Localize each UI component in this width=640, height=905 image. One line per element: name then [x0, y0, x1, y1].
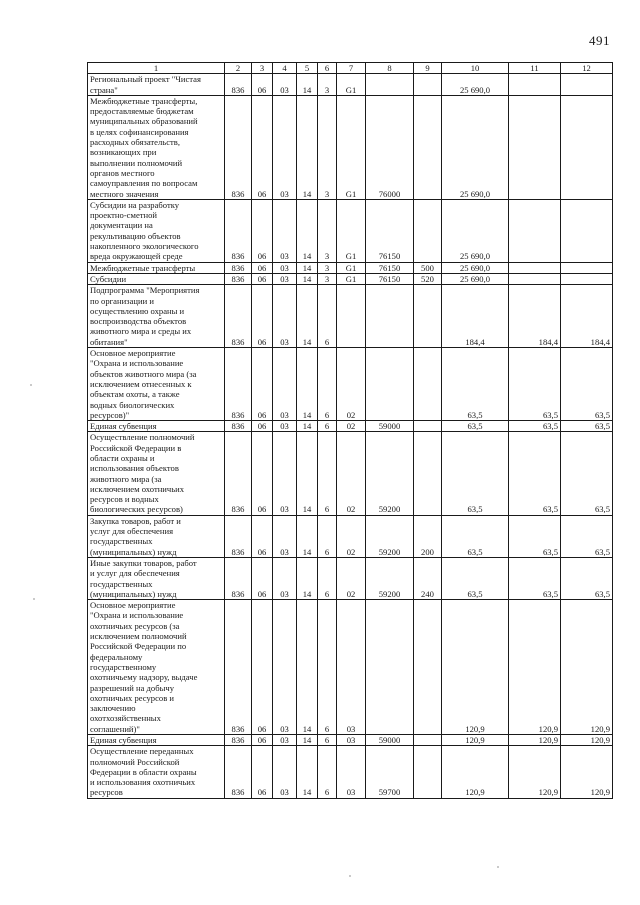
code-ministry: 836	[225, 348, 252, 421]
code-subsection: 03	[273, 199, 297, 262]
amount-col12	[561, 74, 613, 96]
item-name: Межбюджетные трансферты, предоставляемые бюджетам муниципальных образований в целях софинансирования расходных обязательств, возникающих при выполнении полномочий органов местного самоуправления по вопросам местного значения	[88, 95, 225, 199]
table-row	[88, 262, 613, 273]
code-program: 14	[297, 432, 318, 515]
code-subsection: 03	[273, 95, 297, 199]
code-section: 06	[252, 285, 273, 348]
code-direction: 59700	[366, 746, 414, 798]
code-direction	[366, 600, 414, 735]
amount-col10: 184,4	[442, 285, 509, 348]
code-section: 06	[252, 348, 273, 421]
code-event: 02	[337, 432, 366, 515]
code-section: 06	[252, 557, 273, 599]
amount-col12: 63,5	[561, 515, 613, 557]
amount-col12: 120,9	[561, 746, 613, 798]
code-direction: 59000	[366, 735, 414, 746]
code-ministry: 836	[225, 735, 252, 746]
amount-col10: 25 690,0	[442, 199, 509, 262]
code-subprogram: 6	[318, 515, 337, 557]
code-subsection: 03	[273, 515, 297, 557]
header-row	[88, 63, 613, 74]
code-event: G1	[337, 273, 366, 284]
code-ministry: 836	[225, 746, 252, 798]
table-row	[88, 273, 613, 284]
code-subsection: 03	[273, 432, 297, 515]
code-direction	[366, 348, 414, 421]
table-row	[88, 74, 613, 96]
code-section: 06	[252, 746, 273, 798]
amount-col10: 120,9	[442, 735, 509, 746]
amount-col11: 63,5	[509, 348, 561, 421]
code-event: G1	[337, 199, 366, 262]
code-ministry: 836	[225, 74, 252, 96]
code-ministry: 836	[225, 199, 252, 262]
code-ministry: 836	[225, 273, 252, 284]
column-header: 12	[561, 63, 613, 74]
code-expense-type: 520	[414, 273, 442, 284]
amount-col10: 63,5	[442, 515, 509, 557]
code-expense-type	[414, 735, 442, 746]
code-ministry: 836	[225, 557, 252, 599]
code-program: 14	[297, 421, 318, 432]
code-subprogram: 6	[318, 421, 337, 432]
column-header: 4	[273, 63, 297, 74]
code-event	[337, 285, 366, 348]
amount-col10: 120,9	[442, 600, 509, 735]
table-row	[88, 735, 613, 746]
code-subprogram: 6	[318, 746, 337, 798]
amount-col12: 63,5	[561, 348, 613, 421]
table-row	[88, 557, 613, 599]
code-program: 14	[297, 95, 318, 199]
code-expense-type	[414, 432, 442, 515]
amount-col12: 63,5	[561, 421, 613, 432]
table-row	[88, 432, 613, 515]
code-direction	[366, 285, 414, 348]
item-name: Единая субвенция	[88, 735, 225, 746]
code-program: 14	[297, 285, 318, 348]
code-subsection: 03	[273, 285, 297, 348]
scan-speck	[349, 875, 351, 877]
code-expense-type	[414, 421, 442, 432]
item-name: Закупка товаров, работ и услуг для обеспечения государственных (муниципальных) нужд	[88, 515, 225, 557]
amount-col10: 120,9	[442, 746, 509, 798]
code-program: 14	[297, 746, 318, 798]
code-section: 06	[252, 600, 273, 735]
code-ministry: 836	[225, 262, 252, 273]
page-number: 491	[589, 33, 610, 48]
table-row	[88, 600, 613, 735]
table-row	[88, 746, 613, 798]
amount-col11: 120,9	[509, 735, 561, 746]
code-expense-type	[414, 285, 442, 348]
amount-col10: 63,5	[442, 348, 509, 421]
amount-col11: 120,9	[509, 600, 561, 735]
code-expense-type	[414, 199, 442, 262]
amount-col11: 120,9	[509, 746, 561, 798]
amount-col10: 25 690,0	[442, 262, 509, 273]
code-event: 02	[337, 557, 366, 599]
code-section: 06	[252, 74, 273, 96]
code-program: 14	[297, 262, 318, 273]
amount-col12: 63,5	[561, 557, 613, 599]
code-subprogram: 3	[318, 95, 337, 199]
code-event: 02	[337, 348, 366, 421]
code-subprogram: 3	[318, 199, 337, 262]
column-header: 2	[225, 63, 252, 74]
code-program: 14	[297, 348, 318, 421]
code-ministry: 836	[225, 432, 252, 515]
item-name: Основное мероприятие "Охрана и использование объектов животного мира (за исключением отнесенных к объектам охоты, а также водных биологических ресурсов)"	[88, 348, 225, 421]
table-body	[88, 74, 613, 798]
amount-col12	[561, 95, 613, 199]
code-event: 03	[337, 746, 366, 798]
code-expense-type: 200	[414, 515, 442, 557]
table-row	[88, 348, 613, 421]
amount-col11	[509, 199, 561, 262]
amount-col12: 120,9	[561, 735, 613, 746]
amount-col11	[509, 262, 561, 273]
code-direction: 59200	[366, 432, 414, 515]
amount-col10: 63,5	[442, 557, 509, 599]
scan-speck	[497, 866, 499, 868]
item-name: Подпрограмма "Мероприятия по организации и осуществлению охраны и воспроизводства объектов животного мира и среды их обитания"	[88, 285, 225, 348]
table-row	[88, 421, 613, 432]
column-header: 1	[88, 63, 225, 74]
code-direction: 76000	[366, 95, 414, 199]
code-expense-type	[414, 74, 442, 96]
item-name: Межбюджетные трансферты	[88, 262, 225, 273]
code-event: G1	[337, 95, 366, 199]
code-subprogram: 3	[318, 262, 337, 273]
amount-col12: 63,5	[561, 432, 613, 515]
amount-col10: 25 690,0	[442, 74, 509, 96]
amount-col12: 120,9	[561, 600, 613, 735]
column-header: 11	[509, 63, 561, 74]
code-subsection: 03	[273, 273, 297, 284]
code-subprogram: 6	[318, 600, 337, 735]
code-event: G1	[337, 74, 366, 96]
code-subsection: 03	[273, 735, 297, 746]
code-program: 14	[297, 600, 318, 735]
code-event: 03	[337, 600, 366, 735]
code-subprogram: 6	[318, 432, 337, 515]
scan-speck	[33, 598, 35, 600]
item-name: Субсидии	[88, 273, 225, 284]
code-section: 06	[252, 95, 273, 199]
code-direction: 76150	[366, 273, 414, 284]
amount-col11	[509, 74, 561, 96]
code-direction	[366, 74, 414, 96]
code-expense-type	[414, 746, 442, 798]
code-ministry: 836	[225, 421, 252, 432]
item-name: Субсидии на разработку проектно-сметной документации на рекультивацию объектов накопленного экологического вреда окружающей среде	[88, 199, 225, 262]
item-name: Осуществление переданных полномочий Российской Федерации в области охраны и использования охотничьих ресурсов	[88, 746, 225, 798]
code-subprogram: 6	[318, 348, 337, 421]
code-expense-type	[414, 95, 442, 199]
code-section: 06	[252, 273, 273, 284]
item-name: Осуществление полномочий Российской Федерации в области охраны и использования объектов животного мира (за исключением охотничьих ресурсов и водных биологических ресурсов)	[88, 432, 225, 515]
code-direction: 59200	[366, 515, 414, 557]
code-subsection: 03	[273, 746, 297, 798]
code-subprogram: 3	[318, 74, 337, 96]
code-ministry: 836	[225, 515, 252, 557]
code-expense-type	[414, 348, 442, 421]
code-section: 06	[252, 262, 273, 273]
code-section: 06	[252, 515, 273, 557]
code-event: 02	[337, 421, 366, 432]
code-subprogram: 3	[318, 273, 337, 284]
code-section: 06	[252, 421, 273, 432]
table-row	[88, 515, 613, 557]
code-event: 02	[337, 515, 366, 557]
code-direction: 76150	[366, 262, 414, 273]
code-ministry: 836	[225, 285, 252, 348]
amount-col11: 63,5	[509, 432, 561, 515]
budget-table	[87, 62, 613, 799]
code-expense-type: 240	[414, 557, 442, 599]
amount-col11	[509, 273, 561, 284]
amount-col10: 63,5	[442, 432, 509, 515]
amount-col12: 184,4	[561, 285, 613, 348]
column-header: 9	[414, 63, 442, 74]
amount-col11: 184,4	[509, 285, 561, 348]
code-event: 03	[337, 735, 366, 746]
amount-col12	[561, 262, 613, 273]
scan-speck	[30, 384, 32, 386]
column-header: 7	[337, 63, 366, 74]
code-ministry: 836	[225, 95, 252, 199]
code-subprogram: 6	[318, 285, 337, 348]
code-event: G1	[337, 262, 366, 273]
code-program: 14	[297, 735, 318, 746]
table-row	[88, 285, 613, 348]
code-program: 14	[297, 273, 318, 284]
code-subsection: 03	[273, 348, 297, 421]
code-program: 14	[297, 515, 318, 557]
code-program: 14	[297, 199, 318, 262]
code-subsection: 03	[273, 557, 297, 599]
item-name: Иные закупки товаров, работ и услуг для обеспечения государственных (муниципальных) нужд	[88, 557, 225, 599]
code-subsection: 03	[273, 74, 297, 96]
amount-col12	[561, 273, 613, 284]
item-name: Основное мероприятие "Охрана и использование охотничьих ресурсов (за исключением полномочий Российской Федерации по федеральному государственному охотничьему надзору, выдаче разрешений на добычу охотничьих ресурсов и заключению охотхозяйственных соглашений)"	[88, 600, 225, 735]
code-subsection: 03	[273, 262, 297, 273]
code-direction: 76150	[366, 199, 414, 262]
code-direction: 59000	[366, 421, 414, 432]
amount-col11: 63,5	[509, 421, 561, 432]
amount-col11	[509, 95, 561, 199]
column-header: 10	[442, 63, 509, 74]
code-section: 06	[252, 199, 273, 262]
code-subsection: 03	[273, 600, 297, 735]
code-expense-type: 500	[414, 262, 442, 273]
amount-col11: 63,5	[509, 515, 561, 557]
code-direction: 59200	[366, 557, 414, 599]
amount-col11: 63,5	[509, 557, 561, 599]
column-header: 8	[366, 63, 414, 74]
code-program: 14	[297, 557, 318, 599]
code-section: 06	[252, 432, 273, 515]
code-program: 14	[297, 74, 318, 96]
code-subprogram: 6	[318, 557, 337, 599]
code-subsection: 03	[273, 421, 297, 432]
table-row	[88, 199, 613, 262]
amount-col12	[561, 199, 613, 262]
amount-col10: 25 690,0	[442, 95, 509, 199]
item-name: Региональный проект "Чистая страна"	[88, 74, 225, 96]
table-row	[88, 95, 613, 199]
amount-col10: 25 690,0	[442, 273, 509, 284]
code-subprogram: 6	[318, 735, 337, 746]
column-header: 5	[297, 63, 318, 74]
amount-col10: 63,5	[442, 421, 509, 432]
code-ministry: 836	[225, 600, 252, 735]
code-section: 06	[252, 735, 273, 746]
column-header: 6	[318, 63, 337, 74]
column-header: 3	[252, 63, 273, 74]
code-expense-type	[414, 600, 442, 735]
item-name: Единая субвенция	[88, 421, 225, 432]
